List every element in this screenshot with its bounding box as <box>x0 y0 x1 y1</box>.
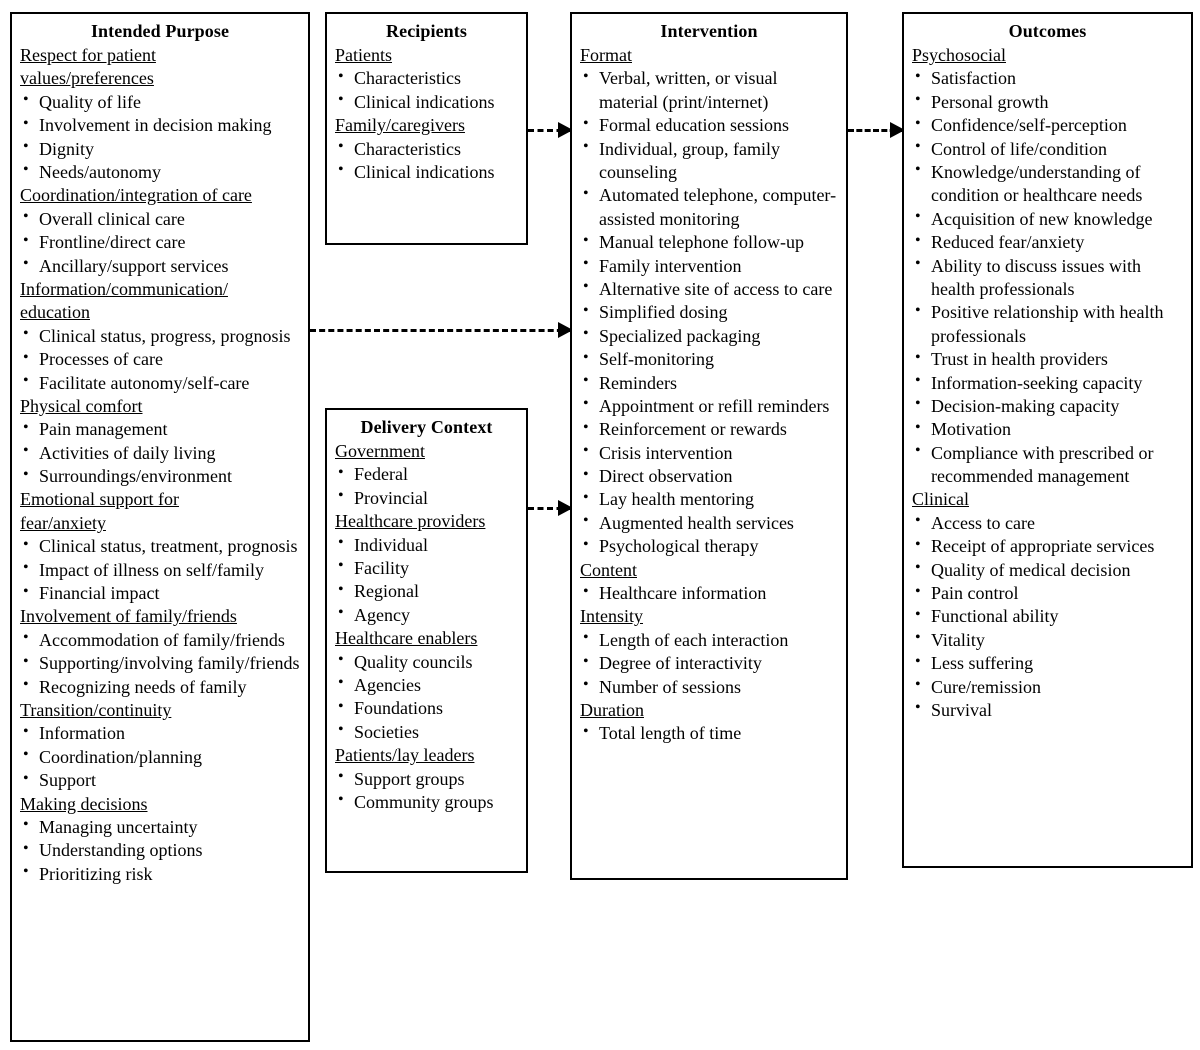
section-heading-line: Information/communication/ <box>20 278 228 299</box>
bullet-list <box>335 534 518 628</box>
section-heading-line: Psychosocial <box>912 45 1006 66</box>
bullet-item: • Alternative site of access to care <box>580 278 838 301</box>
bullet-item: • Societies <box>335 721 518 744</box>
bullet-item: • Agency <box>335 604 518 627</box>
bullet-list <box>20 535 300 605</box>
box-body-intervention <box>580 44 838 746</box>
section-heading <box>20 488 300 535</box>
bullet-item: • Compliance with prescribed or recommended management <box>912 442 1183 489</box>
section-heading <box>580 699 838 722</box>
bullet-item: • Clinical status, treatment, prognosis <box>20 535 300 558</box>
bullet-item: • Facility <box>335 557 518 580</box>
bullet-item: • Degree of interactivity <box>580 652 838 675</box>
box-delivery-context <box>325 408 528 873</box>
bullet-item: • Quality of life <box>20 91 300 114</box>
box-body-recipients <box>335 44 518 184</box>
bullet-list <box>912 67 1183 488</box>
bullet-item: • Crisis intervention <box>580 442 838 465</box>
section-heading-line: Coordination/integration of care <box>20 185 252 206</box>
bullet-item: • Ability to discuss issues with health professionals <box>912 255 1183 302</box>
section-heading-line: Clinical <box>912 489 969 510</box>
bullet-item: • Clinical indications <box>335 161 518 184</box>
bullet-item: • Information <box>20 722 300 745</box>
box-intervention <box>570 12 848 880</box>
bullet-item: • Processes of care <box>20 348 300 371</box>
bullet-item: • Provincial <box>335 487 518 510</box>
section-heading-line: Content <box>580 559 637 580</box>
section-heading-line: Emotional support for <box>20 489 179 510</box>
box-title-delivery-context: Delivery Context <box>360 417 493 437</box>
section-heading <box>20 44 300 91</box>
bullet-item: • Impact of illness on self/family <box>20 559 300 582</box>
bullet-item: • Cure/remission <box>912 676 1183 699</box>
section-heading <box>20 278 300 325</box>
box-outcomes <box>902 12 1193 868</box>
section <box>20 395 300 489</box>
box-title-intervention: Intervention <box>660 21 758 41</box>
bullet-item: • Supporting/involving family/friends <box>20 652 300 675</box>
bullet-list <box>580 582 838 605</box>
bullet-item: • Agencies <box>335 674 518 697</box>
bullet-list <box>335 651 518 745</box>
bullet-list <box>20 325 300 395</box>
section-heading-line: Making decisions <box>20 793 148 814</box>
bullet-item: • Personal growth <box>912 91 1183 114</box>
bullet-item: • Motivation <box>912 418 1183 441</box>
section <box>20 278 300 395</box>
section-heading <box>335 510 518 533</box>
section-heading <box>335 744 518 767</box>
section-heading-line: Healthcare providers <box>335 511 486 532</box>
bullet-item: • Reduced fear/anxiety <box>912 231 1183 254</box>
bullet-item: • Total length of time <box>580 722 838 745</box>
bullet-item: • Appointment or refill reminders <box>580 395 838 418</box>
bullet-item: • Support groups <box>335 768 518 791</box>
bullet-list <box>335 67 518 114</box>
section-heading <box>335 440 518 463</box>
section-heading <box>912 488 1183 511</box>
bullet-item: • Individual <box>335 534 518 557</box>
section-heading-line: Transition/continuity <box>20 699 172 720</box>
box-body-outcomes <box>912 44 1183 722</box>
bullet-item: • Pain control <box>912 582 1183 605</box>
section <box>335 44 518 114</box>
section-heading-line: Format <box>580 45 632 66</box>
bullet-item: • Needs/autonomy <box>20 161 300 184</box>
bullet-item: • Recognizing needs of family <box>20 676 300 699</box>
section-heading-line: Patients/lay leaders <box>335 745 475 766</box>
bullet-list <box>335 463 518 510</box>
bullet-item: • Trust in health providers <box>912 348 1183 371</box>
bullet-item: • Less suffering <box>912 652 1183 675</box>
bullet-item: • Prioritizing risk <box>20 863 300 886</box>
section <box>335 114 518 184</box>
bullet-list <box>335 138 518 185</box>
bullet-item: • Frontline/direct care <box>20 231 300 254</box>
bullet-item: • Surroundings/environment <box>20 465 300 488</box>
bullet-item: • Coordination/planning <box>20 746 300 769</box>
section <box>580 559 838 606</box>
section-heading <box>335 44 518 67</box>
section-heading <box>20 184 300 207</box>
bullet-item: • Reminders <box>580 372 838 395</box>
section-heading <box>335 114 518 137</box>
bullet-list <box>20 418 300 488</box>
bullet-list <box>20 629 300 699</box>
section-heading <box>580 559 838 582</box>
bullet-item: • Control of life/condition <box>912 138 1183 161</box>
bullet-item: • Lay health mentoring <box>580 488 838 511</box>
section-heading <box>912 44 1183 67</box>
bullet-item: • Support <box>20 769 300 792</box>
bullet-item: • Acquisition of new knowledge <box>912 208 1183 231</box>
bullet-item: • Overall clinical care <box>20 208 300 231</box>
section-heading <box>20 793 300 816</box>
bullet-item: • Community groups <box>335 791 518 814</box>
bullet-item: • Facilitate autonomy/self-care <box>20 372 300 395</box>
bullet-item: • Knowledge/understanding of condition or healthcare needs <box>912 161 1183 208</box>
bullet-item: • Accommodation of family/friends <box>20 629 300 652</box>
bullet-item: • Positive relationship with health professionals <box>912 301 1183 348</box>
section <box>912 44 1183 488</box>
section <box>335 744 518 814</box>
bullet-list <box>580 67 838 558</box>
bullet-item: • Vitality <box>912 629 1183 652</box>
bullet-list <box>580 722 838 745</box>
bullet-item: • Length of each interaction <box>580 629 838 652</box>
box-title-intended-purpose: Intended Purpose <box>90 21 230 41</box>
bullet-item: • Characteristics <box>335 138 518 161</box>
arrow-shaft <box>310 329 572 332</box>
section-heading-line: Respect for patient <box>20 45 156 66</box>
bullet-item: • Confidence/self-perception <box>912 114 1183 137</box>
bullet-item: • Verbal, written, or visual material (print/internet) <box>580 67 838 114</box>
bullet-list <box>580 629 838 699</box>
bullet-item: • Regional <box>335 580 518 603</box>
bullet-item: • Managing uncertainty <box>20 816 300 839</box>
bullet-item: • Decision-making capacity <box>912 395 1183 418</box>
bullet-item: • Direct observation <box>580 465 838 488</box>
bullet-item: • Reinforcement or rewards <box>580 418 838 441</box>
section-heading-line: values/preferences <box>20 68 154 89</box>
section-heading-line: education <box>20 302 90 323</box>
box-title-outcomes: Outcomes <box>1008 21 1087 41</box>
section-heading-line: Family/caregivers <box>335 115 465 136</box>
box-recipients <box>325 12 528 245</box>
section <box>20 699 300 793</box>
bullet-item: • Receipt of appropriate services <box>912 535 1183 558</box>
bullet-item: • Characteristics <box>335 67 518 90</box>
bullet-item: • Individual, group, family counseling <box>580 138 838 185</box>
section <box>20 605 300 699</box>
box-body-intended-purpose <box>20 44 300 886</box>
section-heading <box>20 605 300 628</box>
bullet-item: • Formal education sessions <box>580 114 838 137</box>
section <box>912 488 1183 722</box>
bullet-item: • Financial impact <box>20 582 300 605</box>
section-heading-line: Intensity <box>580 606 643 627</box>
box-intended-purpose <box>10 12 310 1042</box>
bullet-list <box>20 91 300 185</box>
bullet-list <box>20 208 300 278</box>
bullet-item: • Quality councils <box>335 651 518 674</box>
section-heading-line: Patients <box>335 45 392 66</box>
section <box>20 488 300 605</box>
section-heading-line: Healthcare enablers <box>335 628 478 649</box>
section <box>335 627 518 744</box>
bullet-item: • Information-seeking capacity <box>912 372 1183 395</box>
section-heading <box>20 395 300 418</box>
section-heading-line: Duration <box>580 699 644 720</box>
bullet-item: • Healthcare information <box>580 582 838 605</box>
section <box>580 699 838 746</box>
bullet-item: • Clinical status, progress, prognosis <box>20 325 300 348</box>
bullet-item: • Functional ability <box>912 605 1183 628</box>
bullet-item: • Clinical indications <box>335 91 518 114</box>
box-title-recipients: Recipients <box>386 21 467 41</box>
section-heading <box>580 605 838 628</box>
bullet-item: • Foundations <box>335 697 518 720</box>
bullet-item: • Dignity <box>20 138 300 161</box>
bullet-list <box>20 816 300 886</box>
bullet-item: • Self-monitoring <box>580 348 838 371</box>
bullet-item: • Automated telephone, computer-assisted monitoring <box>580 184 838 231</box>
bullet-list <box>20 722 300 792</box>
bullet-item: • Survival <box>912 699 1183 722</box>
bullet-item: • Simplified dosing <box>580 301 838 324</box>
bullet-list <box>335 768 518 815</box>
bullet-list <box>912 512 1183 723</box>
box-body-delivery-context <box>335 440 518 814</box>
bullet-item: • Specialized packaging <box>580 325 838 348</box>
bullet-item: • Activities of daily living <box>20 442 300 465</box>
section-heading <box>580 44 838 67</box>
section-heading-line: Involvement of family/friends <box>20 606 237 627</box>
section <box>20 44 300 184</box>
bullet-item: • Pain management <box>20 418 300 441</box>
section-heading-line: fear/anxiety <box>20 512 106 533</box>
bullet-item: • Federal <box>335 463 518 486</box>
bullet-item: • Number of sessions <box>580 676 838 699</box>
section <box>580 605 838 699</box>
bullet-item: • Understanding options <box>20 839 300 862</box>
section-heading <box>20 699 300 722</box>
section-heading-line: Government <box>335 441 425 462</box>
section-heading <box>335 627 518 650</box>
section-heading-line: Physical comfort <box>20 395 143 416</box>
section <box>335 510 518 627</box>
bullet-item: • Quality of medical decision <box>912 559 1183 582</box>
section <box>335 440 518 510</box>
section <box>20 184 300 278</box>
bullet-item: • Manual telephone follow-up <box>580 231 838 254</box>
bullet-item: • Access to care <box>912 512 1183 535</box>
section <box>20 793 300 887</box>
bullet-item: • Involvement in decision making <box>20 114 300 137</box>
bullet-item: • Ancillary/support services <box>20 255 300 278</box>
bullet-item: • Family intervention <box>580 255 838 278</box>
section <box>580 44 838 559</box>
bullet-item: • Psychological therapy <box>580 535 838 558</box>
bullet-item: • Satisfaction <box>912 67 1183 90</box>
bullet-item: • Augmented health services <box>580 512 838 535</box>
